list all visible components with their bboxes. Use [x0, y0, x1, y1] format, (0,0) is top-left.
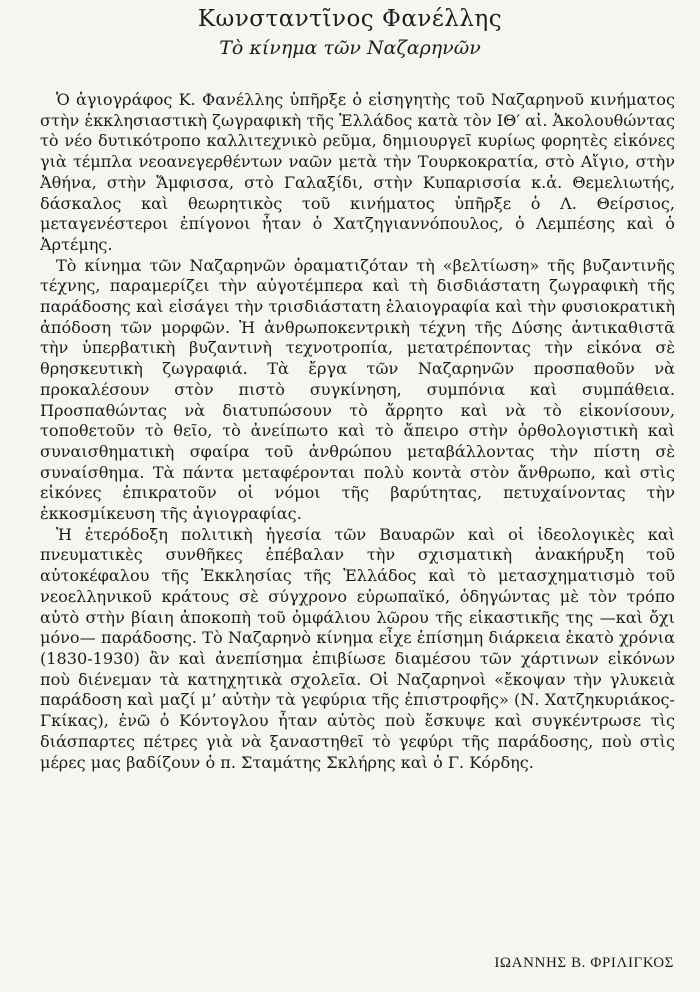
paragraph-2: Τὸ κίνημα τῶν Ναζαρηνῶν ὁραματιζόταν τὴ «βελτίωση» τῆς βυζαντινῆς τέχνης, παραμερίζει τὴν αὐγοτέμπερα καὶ τὴ δισδιάστατη ζωγραφικὴ τῆς παράδοσης καὶ εἰσάγει τὴν τρισδιάστατη ἐλαιογραφία καὶ τὴν φυσιοκρατικὴ ἀπόδοση τῶν μορφῶν. Ἡ ἀνθρωποκεντρικὴ τέχνη τῆς Δύσης ἀντικαθιστᾶ τὴν ὑπερβατικὴ βυζαντινὴ τεχνοτροπία, μετατρέποντας τὴν εἰκόνα σὲ θρησκευτικὴ ζωγραφιά. Τὰ ἔργα τῶν Ναζαρηνῶν προσπαθοῦν νὰ προκαλέσουν στὸν πιστὸ συγκίνηση, συμπόνια καὶ συμπάθεια. Προσπαθώντας νὰ διατυπώσουν τὸ ἄρρητο καὶ νὰ τὸ εἰκονίσουν, τοποθετοῦν τὸ θεῖο, τὸ ἀνείπωτο καὶ τὸ ἄπειρο στὴν ὀρθολογιστικὴ καὶ συναισθηματικὴ σφαίρα τοῦ ἀνθρώπου μεταβάλλοντας τὴν πίστη σὲ συναίσθημα. Τὰ πάντα μεταφέρονται πολὺ κοντὰ στὸν ἄνθρωπο, καὶ στὶς εἰκόνες ἐπικρατοῦν οἱ νόμοι τῆς βαρύτητας, πετυχαίνοντας τὴν ἐκκοσμίκευση τῆς ἁγιογραφίας. — [40, 255, 675, 524]
page-title: Κωνσταντῖνος Φανέλλης — [197, 6, 503, 32]
page-subtitle: Τὸ κίνημα τῶν Ναζαρηνῶν — [219, 37, 481, 59]
author-signature: ΙΩΑΝΝΗΣ Β. ΦΡΙΛΙΓΚΟΣ — [494, 955, 674, 971]
paragraph-3: Ἡ ἑτερόδοξη πολιτικὴ ἡγεσία τῶν Βαυαρῶν καὶ οἱ ἰδεολογικὲς καὶ πνευματικὲς συνθῆκες ἐπέβαλαν τὴν σχισματικὴ ἀνακήρυξη τοῦ αὐτοκέφαλου τῆς Ἐκκλησίας τῆς Ἑλλάδος καὶ τὸ μετασχηματισμὸ τοῦ νεοελληνικοῦ κράτους σὲ σύγχρονο εὐρωπαϊκό, ὁδηγώντας μὲ τὸν τρόπο αὐτὸ στὴν βίαιη ἀποκοπὴ τοῦ ὀμφάλιου λῶρου τῆς εἰκαστικῆς της —καὶ ὄχι μόνο— παράδοσης. Τὸ Ναζαρηνὸ κίνημα εἶχε ἐπίσημη διάρκεια ἑκατὸ χρόνια (1830-1930) ἂν καὶ ἀνεπίσημα ἐπιβίωσε διαμέσου τῶν χάρτινων εἰκόνων ποὺ διένεμαν τὰ κατηχητικὰ σχολεῖα. Οἱ Ναζαρηνοὶ «ἔκοψαν τὴν γλυκειὰ παράδοση καὶ μαζί μ’ αὐτὴν τὰ γεφύρια τῆς ἐπιστροφῆς» (Ν. Χατζηκυριάκος-Γκίκας), ἐνῶ ὁ Κόντογλου ἦταν αὐτὸς ποὺ ἔσκυψε καὶ συγκέντρωσε τὶς διάσπαρτες πέτρες γιὰ νὰ ξαναστηθεῖ τὸ γεφύρι τῆς παράδοσης, ποὺ στὶς μέρες μας βαδίζουν ὁ π. Σταμάτης Σκλήρης καὶ ὁ Γ. Κόρδης. — [40, 524, 675, 772]
article-body — [40, 90, 675, 773]
paragraph-1: Ὁ ἁγιογράφος Κ. Φανέλλης ὑπῆρξε ὁ εἰσηγητὴς τοῦ Ναζαρηνοῦ κινήματος στὴν ἐκκλησιαστικὴ ζωγραφικὴ τῆς Ἑλλάδος κατὰ τὸν ΙΘ′ αἰ. Ἀκολουθώντας τὸ νέο δυτικότροπο καλλιτεχνικὸ ρεῦμα, δημιουργεῖ κυρίως φορητὲς εἰκόνες γιὰ τέμπλα νεοανεγερθέντων ναῶν μετὰ τὴν Τουρκοκρατία, στὸ Αἴγιο, στὴν Ἀθήνα, στὴν Ἄμφισσα, στὸ Γαλαξίδι, στὴν Κυπαρισσία κ.ἀ. Θεμελιωτής, δάσκαλος καὶ θεωρητικὸς τοῦ κινήματος ὑπῆρξε ὁ Λ. Θείρσιος, μεταγενέστεροι ἐπίγονοι ἦταν ὁ Χατζηγιαννόπουλος, ὁ Λεμπέσης καὶ ὁ Ἀρτέμης. — [40, 90, 675, 254]
